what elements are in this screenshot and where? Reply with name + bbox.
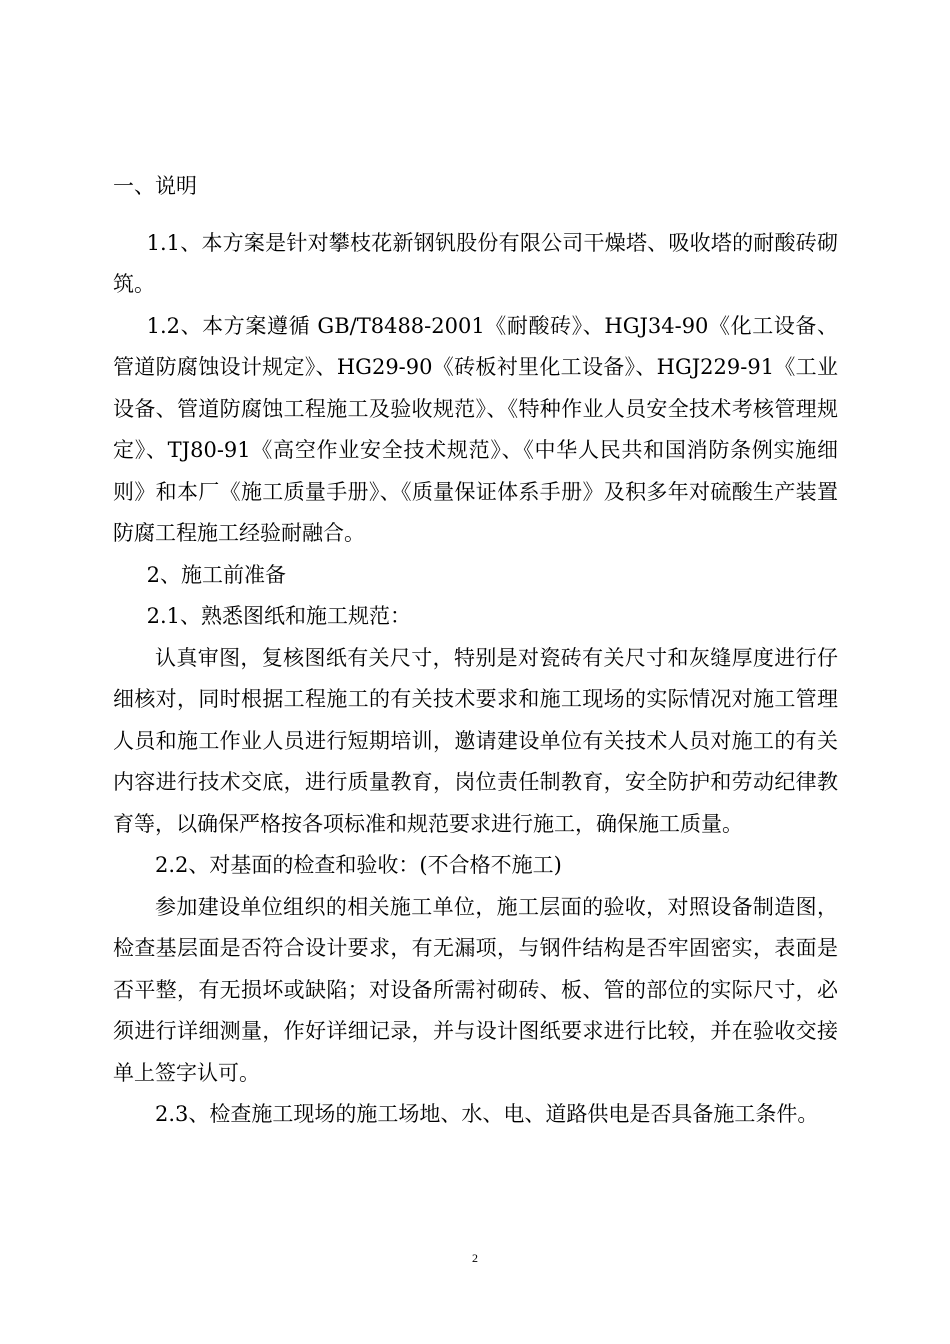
document-body: [113, 166, 838, 1136]
paragraph-2-2-body: 参加建设单位组织的相关施工单位，施工层面的验收，对照设备制造图，检查基层面是否符合设计要求，有无漏项，与钢件结构是否牢固密实，表面是否平整，有无损坏或缺陷；对设备所需衬砌砖、板、管的部位的实际尺寸，必须进行详细测量，作好详细记录，并与设计图纸要求进行比较，并在验收交接单上签字认可。: [113, 894, 838, 1085]
page-number: 2: [472, 1251, 478, 1265]
subsection-heading-2-2: 2.2、对基面的检查和验收：(不合格不施工): [155, 853, 562, 877]
paragraph-2-1-body: 认真审图，复核图纸有关尺寸，特别是对瓷砖有关尺寸和灰缝厚度进行仔细核对，同时根据工程施工的有关技术要求和施工现场的实际情况对施工管理人员和施工作业人员进行短期培训，邀请建设单位有关技术人员对施工的有关内容进行技术交底，进行质量教育，岗位责任制教育，安全防护和劳动纪律教育等，以确保严格按各项标准和规范要求进行施工，确保施工质量。: [113, 645, 838, 836]
section-title: 一、说明: [113, 174, 197, 198]
paragraph-1-1: 1.1、本方案是针对攀枝花新钢钒股份有限公司干燥塔、吸收塔的耐酸砖砌筑。: [113, 230, 838, 296]
paragraph-1-2: 1.2、本方案遵循 GB/T8488-2001《耐酸砖》、HGJ34-90《化工设备、管道防腐蚀设计规定》、HG29-90《砖板衬里化工设备》、HGJ229-91《工业设备、管道防腐蚀工程施工及验收规范》、《特种作业人员安全技术考核管理规定》、TJ80-91《高空作业安全技术规范》、《中华人民共和国消防条例实施细则》和本厂《施工质量手册》、《质量保证体系手册》及积多年对硫酸生产装置防腐工程施工经验耐融合。: [113, 313, 838, 545]
subsection-heading-2-1: 2.1、熟悉图纸和施工规范：: [146, 604, 411, 628]
paragraph-2-3: 2.3、检查施工现场的施工场地、水、电、道路供电是否具备施工条件。: [155, 1102, 819, 1126]
section-heading-2: 2、施工前准备: [146, 562, 286, 587]
